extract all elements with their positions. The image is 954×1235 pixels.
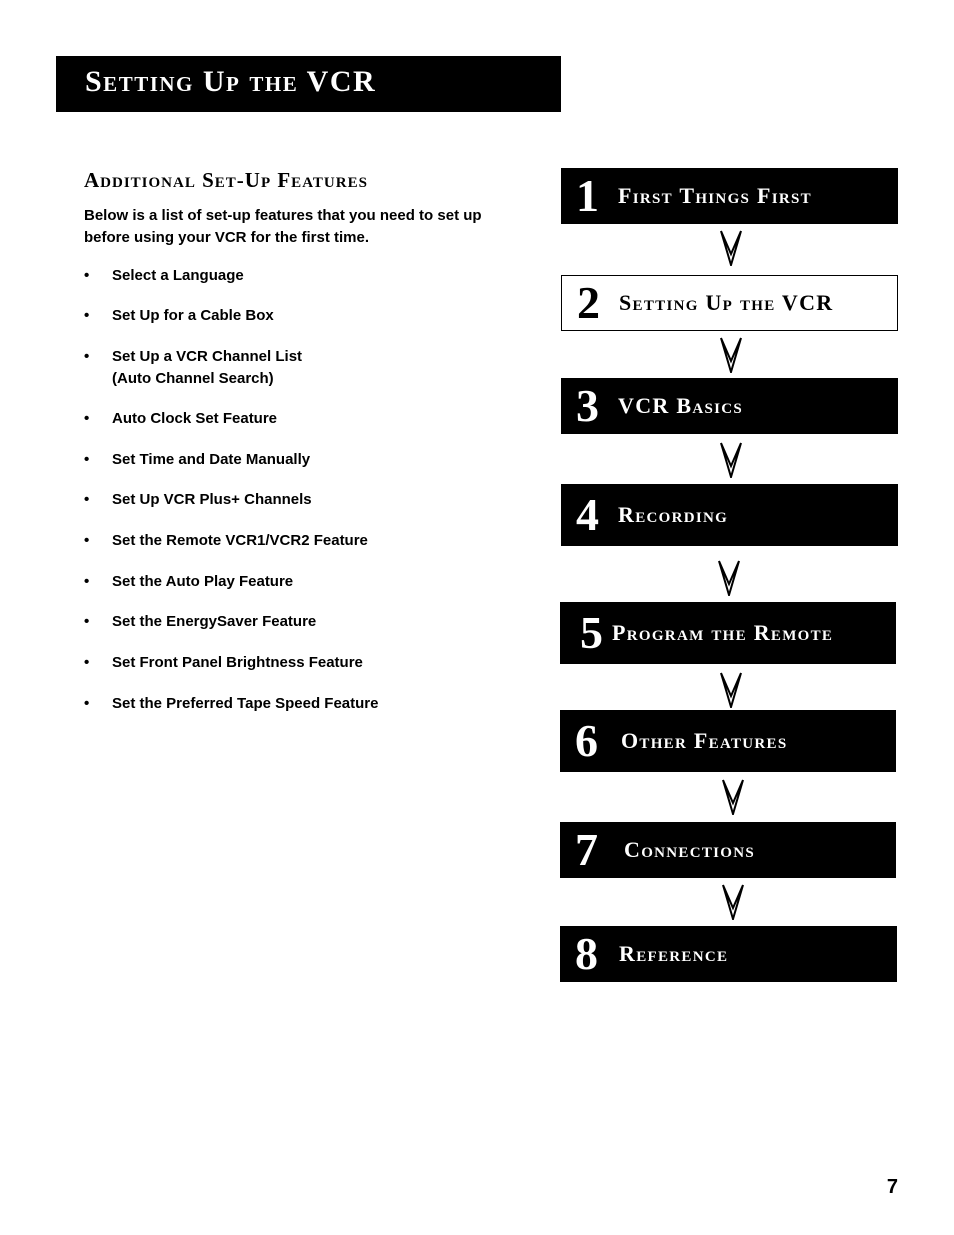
bullet: •	[84, 451, 90, 468]
list-item-text: Set Time and Date Manually	[112, 451, 311, 468]
down-arrow-icon	[722, 779, 744, 815]
bullet: •	[84, 307, 90, 324]
down-arrow-icon	[722, 884, 744, 920]
intro-paragraph: Below is a list of set-up features that you need to set up before using your VCR for the first time.	[84, 207, 482, 246]
chapter-1	[561, 168, 898, 224]
chapter-number: 7	[575, 824, 598, 875]
page-number: 7	[886, 1176, 898, 1198]
chapter-7	[560, 822, 896, 878]
list-item-text: Set Up a VCR Channel List (Auto Channel Search)	[112, 348, 303, 387]
bullet: •	[84, 613, 90, 630]
chapter-number: 4	[576, 489, 599, 540]
subheading: Additional Set-Up Features	[84, 168, 368, 192]
bullet: •	[84, 654, 90, 671]
chapter-8	[560, 926, 897, 982]
list-item-text: Set the Remote VCR1/VCR2 Feature	[112, 532, 368, 549]
chapter-2	[561, 275, 898, 331]
chapter-number: 8	[575, 928, 598, 979]
down-arrow-icon	[720, 230, 742, 266]
chapter-label: Connections	[624, 837, 756, 862]
list-item-text: Set Front Panel Brightness Feature	[112, 654, 363, 671]
list-item-text: Auto Clock Set Feature	[112, 410, 278, 427]
list-item-text: Set the Preferred Tape Speed Feature	[112, 695, 379, 712]
down-arrow-icon	[720, 337, 742, 373]
down-arrow-icon	[718, 560, 740, 596]
down-arrow-icon	[720, 672, 742, 708]
section-header	[56, 56, 561, 112]
chapter-label: Other Features	[621, 728, 788, 753]
chapter-label: Setting Up the VCR	[619, 290, 834, 315]
chapter-label: Recording	[618, 502, 729, 527]
chapter-3	[561, 378, 898, 434]
list-item-text: Set Up VCR Plus+ Channels	[112, 491, 312, 508]
bullet: •	[84, 491, 90, 508]
chapter-number: 2	[577, 277, 600, 328]
chapter-5	[560, 602, 896, 664]
chapter-6	[560, 710, 896, 772]
list-item-text: Set Up for a Cable Box	[112, 307, 274, 324]
bullet: •	[84, 695, 90, 712]
list-item-text: Set the Auto Play Feature	[112, 573, 294, 590]
chapter-label: First Things First	[618, 183, 812, 208]
chapter-label: Program the Remote	[612, 620, 834, 645]
chapter-number: 6	[575, 715, 598, 766]
chapter-4	[561, 484, 898, 546]
bullet: •	[84, 573, 90, 590]
bullet: •	[84, 267, 90, 284]
chapter-number: 5	[580, 607, 603, 658]
down-arrow-icon	[720, 442, 742, 478]
list-item-text: Select a Language	[112, 267, 244, 284]
content-column	[84, 168, 504, 249]
chapter-label: Reference	[619, 941, 729, 966]
chapter-number: 1	[576, 170, 599, 221]
chapter-label: VCR Basics	[618, 393, 744, 418]
bullet: •	[84, 348, 90, 365]
section-title: Setting Up the VCR	[85, 65, 377, 98]
chapter-number: 3	[576, 380, 599, 431]
bullet: •	[84, 532, 90, 549]
bullet: •	[84, 410, 90, 427]
list-item-text: Set the EnergySaver Feature	[112, 613, 317, 630]
